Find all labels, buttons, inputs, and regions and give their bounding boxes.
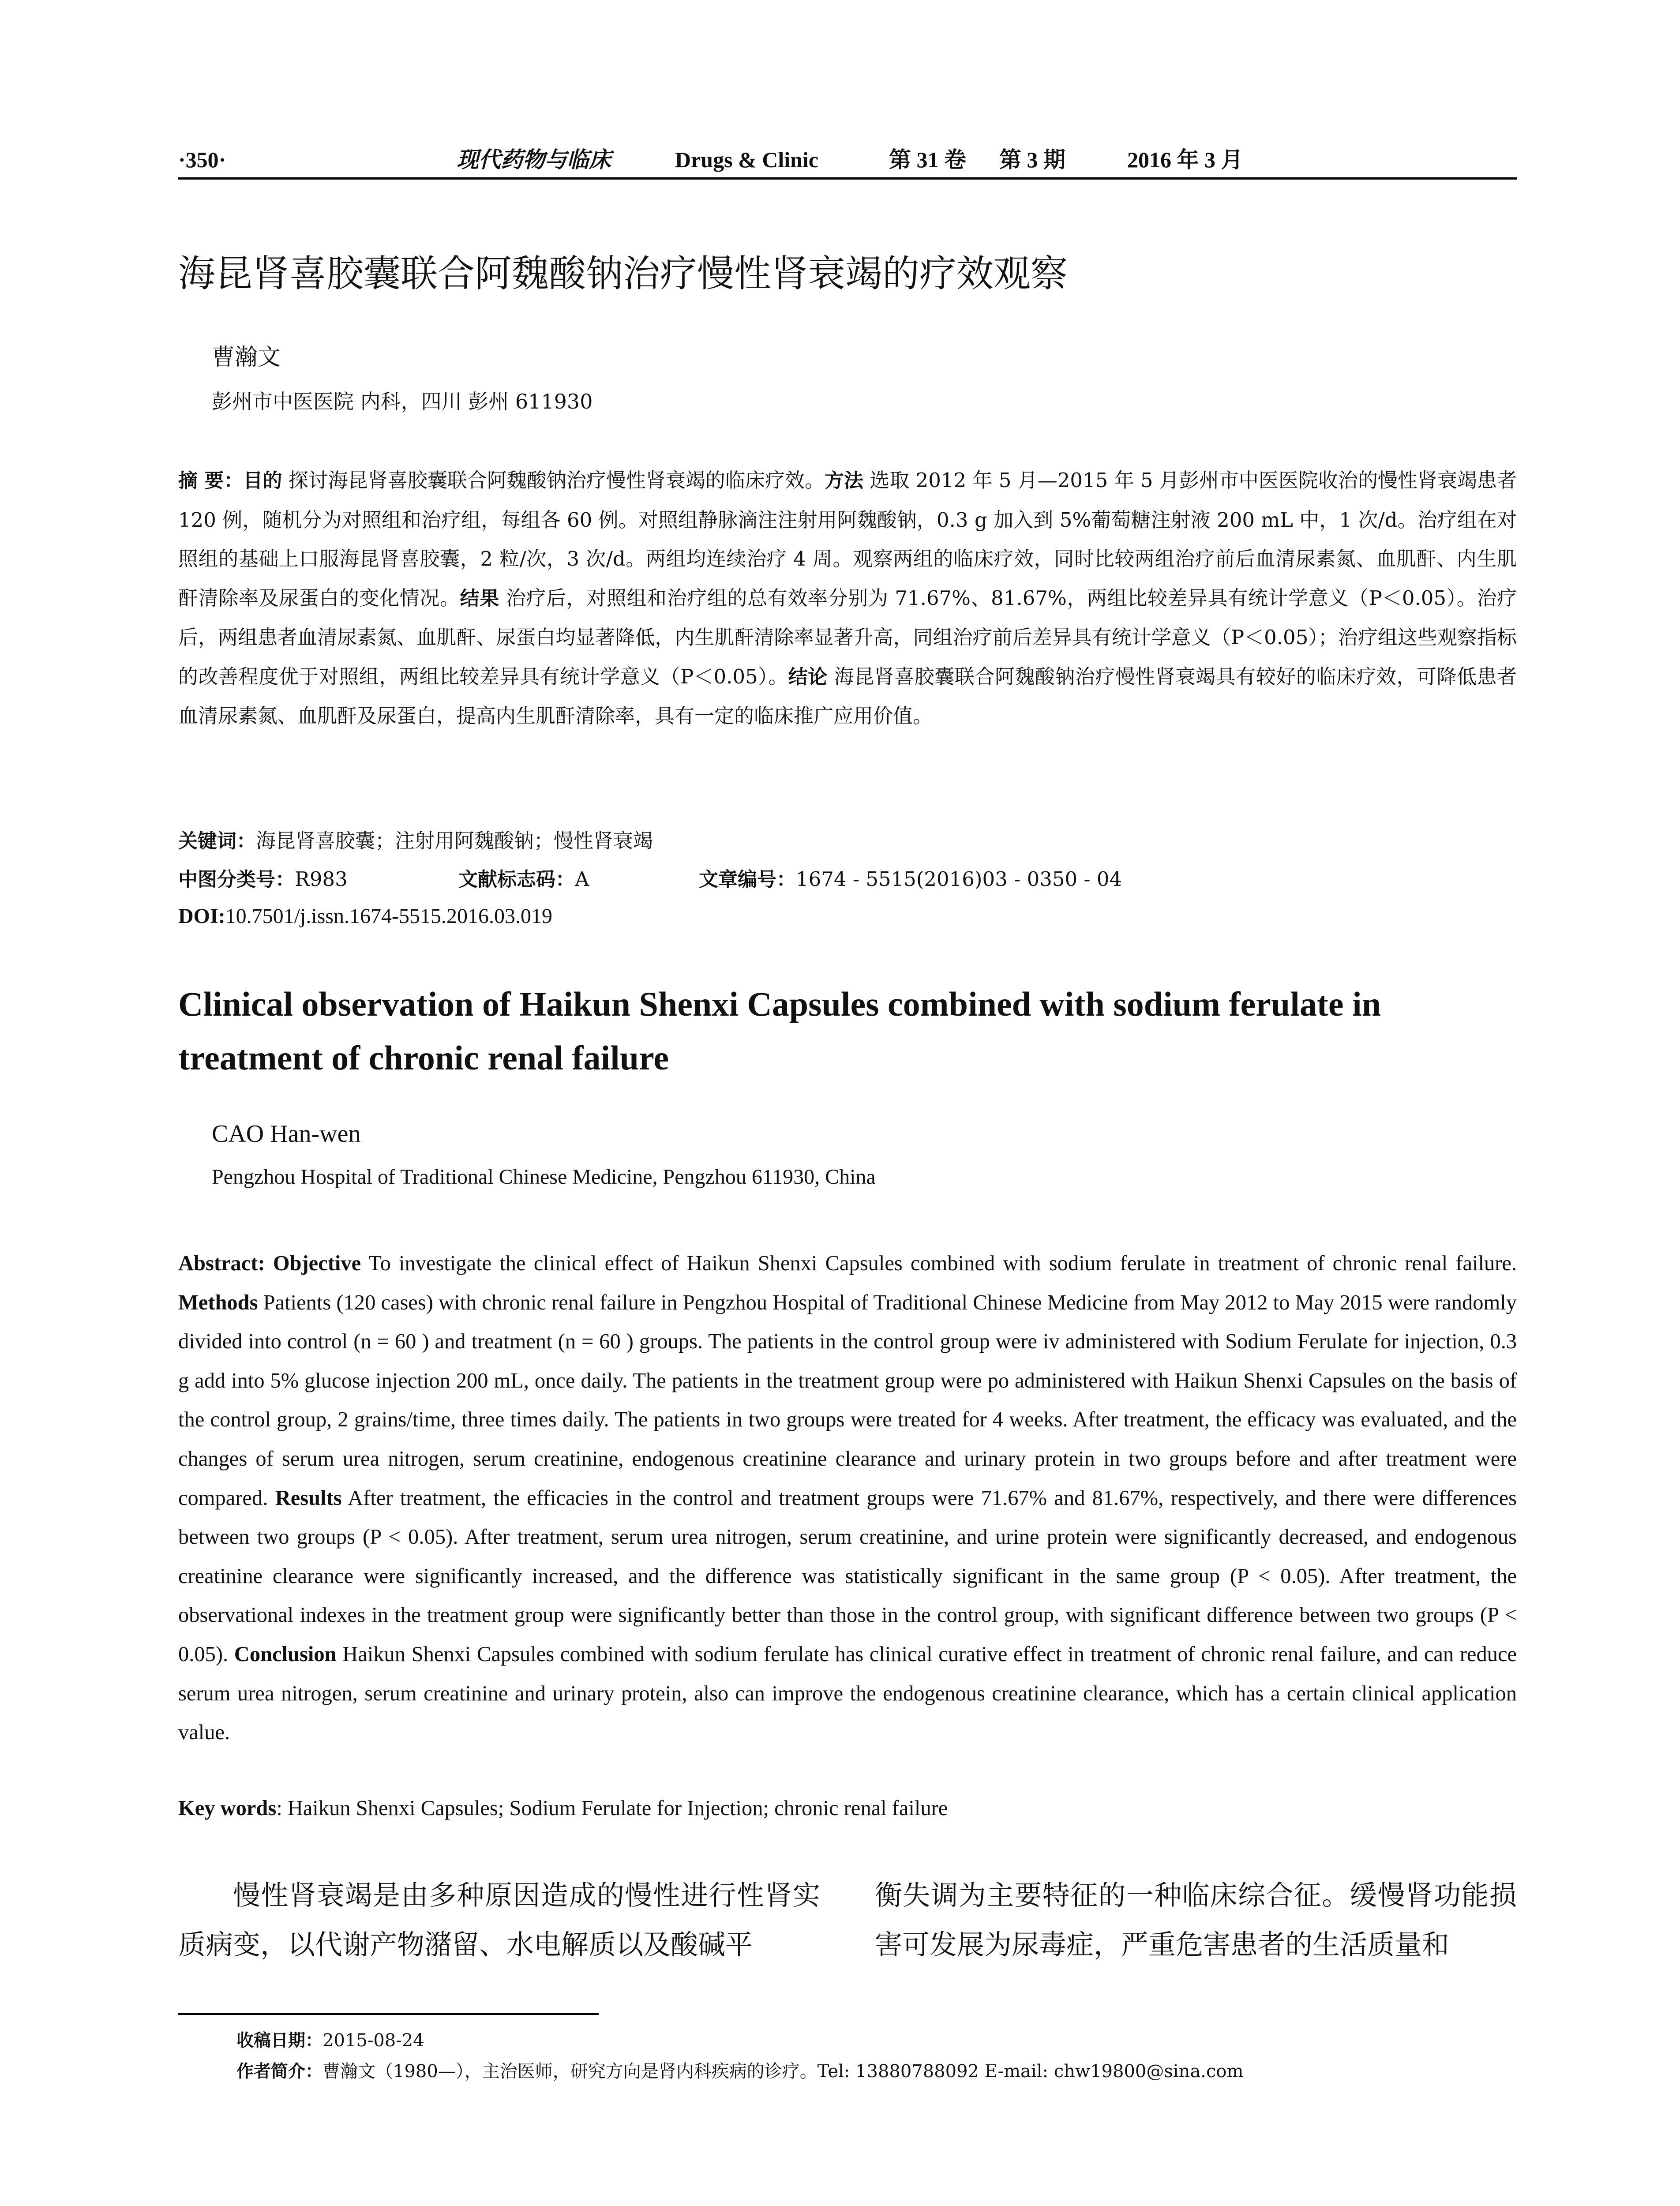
conclusion-cn-text: 海昆肾喜胶囊联合阿魏酸钠治疗慢性肾衰竭具有较好的临床疗效，可降低患者血清尿素氮、血肌酐及尿蛋白，提高内生肌酐清除率，具有一定的临床推广应用价值。 [178, 664, 1517, 728]
methods-en-label: Methods [178, 1291, 258, 1314]
article-number-label: 文章编号： [699, 868, 796, 891]
results-en-text: After treatment, the efficacies in the control and treatment groups were 71.67% and 81.67%, respectively, and there were differences between two groups (P < 0.05). After treatment, serum urea nitrogen, serum creatinine, and urine protein were significantly decreased, and endogenous creatinine clearance were significantly increased, and the difference was statistically significant in the same group (P < 0.05). After treatment, the observational indexes in the treatment group were significantly better than those in the control group, with significant difference between two groups (P < 0.05). [178, 1486, 1517, 1666]
methods-cn-label: 方法 [824, 469, 863, 492]
doi-value[interactable]: 10.7501/j.issn.1674-5515.2016.03.019 [225, 904, 553, 928]
article-number-value: 1674 - 5515(2016)03 - 0350 - 04 [796, 867, 1122, 891]
keywords-cn-value: 海昆肾喜胶囊；注射用阿魏酸钠；慢性肾衰竭 [256, 829, 653, 852]
keywords-cn-label: 关键词： [178, 830, 256, 852]
abstract-cn [178, 461, 1517, 736]
issue-date: 2016 年 3 月 [1127, 147, 1243, 172]
author-cn: 曹瀚文 [212, 344, 281, 371]
keywords-en-label: Key words [178, 1797, 277, 1820]
clc-value: R983 [295, 867, 348, 891]
keywords-cn [178, 823, 653, 859]
keywords-en [178, 1789, 948, 1828]
results-cn-text: 治疗后，对照组和治疗组的总有效率分别为 71.67%、81.67%，两组比较差异具有统计学意义（P＜0.05）。治疗后，两组患者血清尿素氮、血肌酐、尿蛋白均显著降低，内生肌酐清除率显著升高，同组治疗前后差异具有统计学意义（P＜0.05）；治疗组这些观察指标的改善程度优于对照组，两组比较差异具有统计学意义（P＜0.05）。 [178, 586, 1517, 688]
methods-cn-text: 选取 2012 年 5 月—2015 年 5 月彭州市中医医院收治的慢性肾衰竭患者 120 例，随机分为对照组和治疗组，每组各 60 例。对照组静脉滴注注射用阿魏酸钠，0.3 g 加入到 5%葡萄糖注射液 200 mL 中，1 次/d。治疗组在对照组的基础上口服海昆肾喜胶囊，2 粒/次，3 次/d。两组均连续治疗 4 周。观察两组的临床疗效，同时比较两组治疗前后血清尿素氮、血肌酐、内生肌酐清除率及尿蛋白的变化情况。 [178, 469, 1517, 610]
doc-code-label: 文献标志码： [458, 868, 575, 891]
affiliation-en: Pengzhou Hospital of Traditional Chinese Medicine, Pengzhou 611930, China [212, 1165, 876, 1189]
author-bio-value: 曹瀚文（1980—），主治医师，研究方向是肾内科疾病的诊疗。Tel: 13880788092 E-mail: chw19800@sina.com [322, 2061, 1244, 2082]
conclusion-cn-label: 结论 [788, 665, 828, 688]
body-column-left: 慢性肾衰竭是由多种原因造成的慢性进行性肾实质病变，以代谢产物潴留、水电解质以及酸碱平 [178, 1879, 820, 1961]
objective-cn-label: 目的 [243, 469, 282, 492]
author-bio-label: 作者简介： [236, 2062, 323, 2082]
body-column-right: 衡失调为主要特征的一种临床综合征。缓慢肾功能损害可发展为尿毒症，严重危害患者的生活质量和 [875, 1879, 1517, 1961]
methods-en-text: Patients (120 cases) with chronic renal failure in Pengzhou Hospital of Traditional Chinese Medicine from May 2012 to May 2015 were randomly divided into control (n = 60 ) and treatment (n = 60 ) groups. The patients in the control group were iv administered with Sodium Ferulate for injection, 0.3 g add into 5% glucose injection 200 mL, once daily. The patients in the treatment group were po administered with Haikun Shenxi Capsules on the basis of the control group, 2 grains/time, three times daily. The patients in two groups were treated for 4 weeks. After treatment, the efficacy was evaluated, and the changes of serum urea nitrogen, serum creatinine, endogenous creatinine clearance and urinary protein in two groups before and after treatment were compared. [178, 1291, 1517, 1510]
header-rule [178, 177, 1517, 180]
clc-label: 中图分类号： [178, 868, 295, 891]
conclusion-en-label: Conclusion [234, 1642, 337, 1666]
objective-en-text: To investigate the clinical effect of Haikun Shenxi Capsules combined with sodium ferulate in treatment of chronic renal failure. [361, 1252, 1517, 1275]
title-cn: 海昆肾喜胶囊联合阿魏酸钠治疗慢性肾衰竭的疗效观察 [178, 252, 1068, 295]
doc-code-value: A [575, 867, 589, 891]
footnote-rule [178, 2013, 599, 2015]
results-en-label: Results [275, 1486, 342, 1510]
objective-cn-text: 探讨海昆肾喜胶囊联合阿魏酸钠治疗慢性肾衰竭的临床疗效。 [282, 469, 825, 492]
abstract-en [178, 1244, 1517, 1752]
author-bio [236, 2056, 1243, 2087]
objective-en-label: Objective [273, 1252, 361, 1275]
doi-label: DOI: [178, 904, 225, 928]
received-value: 2015-08-24 [322, 2030, 424, 2051]
classification-line [178, 862, 1122, 897]
affiliation-cn: 彭州市中医医院 内科，四川 彭州 611930 [212, 390, 593, 413]
issue: 第 3 期 [999, 147, 1065, 172]
journal-name-en: Drugs & Clinic [675, 147, 818, 172]
volume: 第 31 卷 [889, 147, 966, 172]
author-en: CAO Han-wen [212, 1120, 361, 1148]
received-date [236, 2025, 424, 2056]
conclusion-en-text: Haikun Shenxi Capsules combined with sodium ferulate has clinical curative effect in treatment of chronic renal failure, and can reduce serum urea nitrogen, serum creatinine and urinary protein, also can improve the endogenous creatinine clearance, which has a certain clinical application value. [178, 1642, 1517, 1745]
title-en: Clinical observation of Haikun Shenxi Capsules combined with sodium ferulate in treatment of chronic renal failure [178, 985, 1381, 1077]
page-number: ·350· [178, 147, 226, 172]
results-cn-label: 结果 [460, 587, 499, 610]
journal-name-cn: 现代药物与临床 [457, 146, 611, 173]
abstract-en-label: Abstract: [178, 1252, 265, 1275]
doi-line [178, 899, 552, 934]
received-label: 收稿日期： [236, 2031, 323, 2051]
keywords-en-value: : Haikun Shenxi Capsules; Sodium Ferulate for Injection; chronic renal failure [276, 1797, 948, 1820]
abstract-cn-label: 摘 要： [178, 469, 244, 492]
